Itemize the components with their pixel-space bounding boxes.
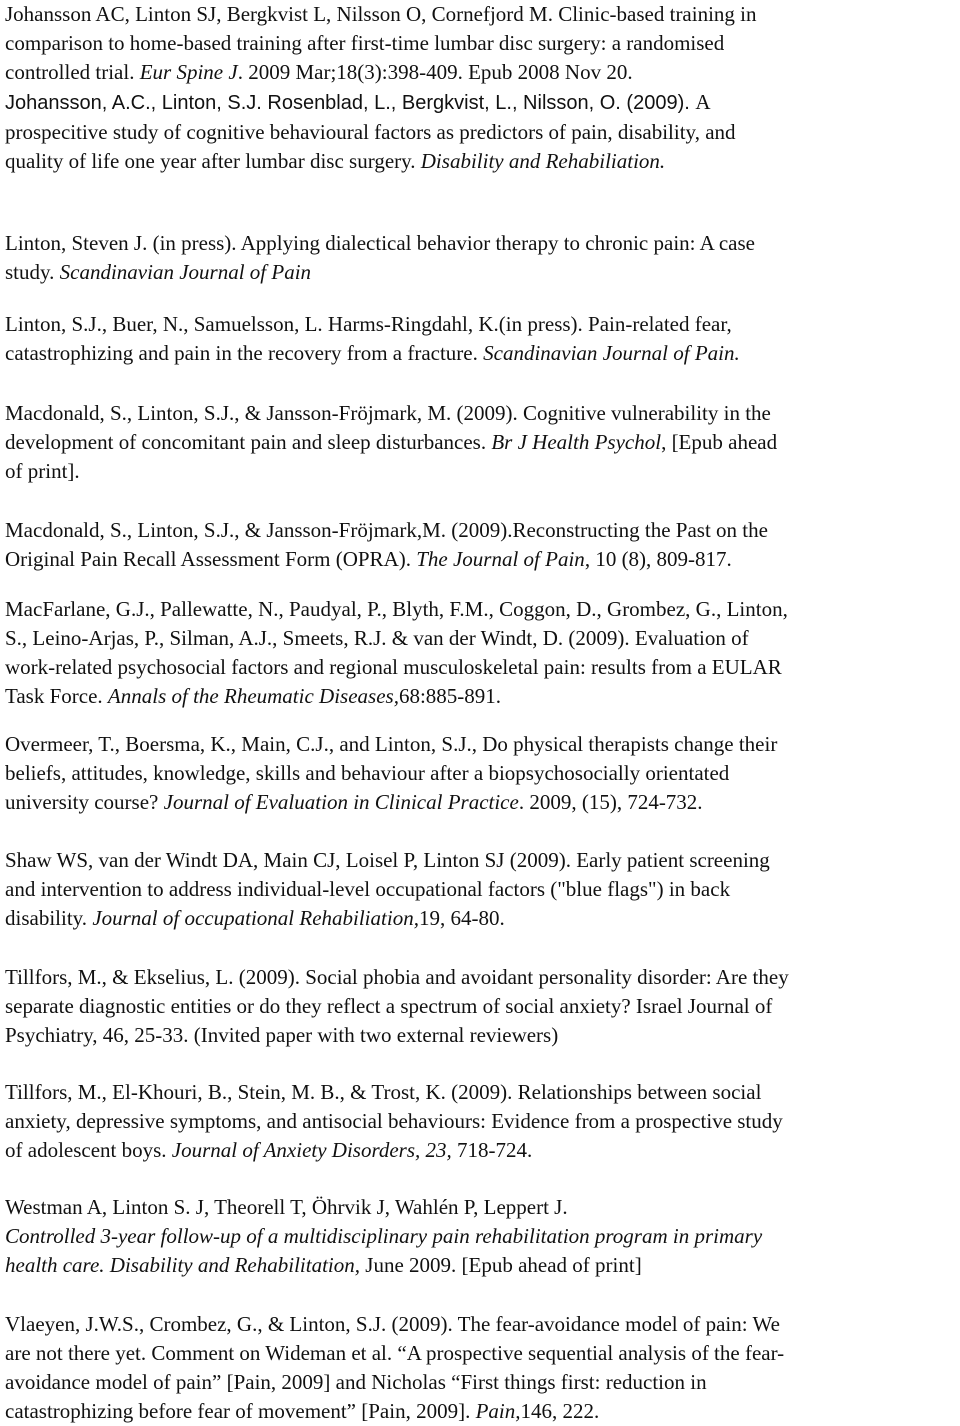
reference-entry-8 — [5, 730, 955, 817]
text-run: 718-724. — [451, 1138, 533, 1162]
reference-line — [5, 88, 955, 118]
text-run: Macdonald, S., Linton, S.J., & Jansson-Fröjmark, M. (2009). Cognitive vulnerability in the — [5, 401, 771, 425]
reference-line — [5, 1193, 955, 1222]
text-run: Vlaeyen, J.W.S., Crombez, G., & Linton, S.J. (2009). The fear-avoidance model of pain: We — [5, 1312, 780, 1336]
reference-line — [5, 682, 955, 711]
italic-text-run: Scandinavian Journal of Pain — [59, 260, 312, 284]
reference-line — [5, 963, 955, 992]
reference-line — [5, 310, 955, 339]
reference-entry-5 — [5, 399, 955, 486]
text-run: of adolescent boys. — [5, 1138, 172, 1162]
text-run: are not there yet. Comment on Wideman et al. “A prospective sequential analysis of the fear- — [5, 1341, 785, 1365]
text-run: Johansson, A.C., Linton, S.J. Rosenblad, L., Bergkvist, L., Nilsson, O. (2009). — [5, 92, 696, 114]
italic-text-run: Br J Health Psychol — [491, 430, 662, 454]
reference-line — [5, 624, 955, 653]
reference-line — [5, 516, 955, 545]
reference-entry-13 — [5, 1310, 955, 1426]
reference-line — [5, 1078, 955, 1107]
reference-entry-2 — [5, 88, 955, 176]
text-run: controlled trial. — [5, 60, 140, 84]
text-run: comparison to home-based training after first-time lumbar disc surgery: a randomised — [5, 31, 725, 55]
text-run: , [Epub ahead — [661, 430, 778, 454]
text-run: Johansson AC, Linton SJ, Bergkvist L, Nilsson O, Cornefjord M. Clinic-based training in — [5, 2, 757, 26]
reference-line — [5, 339, 955, 368]
reference-line — [5, 1368, 955, 1397]
reference-line — [5, 258, 955, 287]
reference-line — [5, 545, 955, 574]
text-run: avoidance model of pain” [Pain, 2009] and Nicholas “First things first: reduction in — [5, 1370, 707, 1394]
text-run: Westman A, Linton S. J, Theorell T, Öhrvik J, Wahlén P, Leppert J. — [5, 1195, 568, 1219]
italic-text-run: Scandinavian Journal of Pain. — [483, 341, 740, 365]
reference-line — [5, 428, 955, 457]
reference-line — [5, 58, 955, 87]
text-run: Task Force. — [5, 684, 108, 708]
text-run: Tillfors, M., & Ekselius, L. (2009). Social phobia and avoidant personality disorder: Are they — [5, 965, 789, 989]
italic-text-run: Journal of Evaluation in Clinical Practice — [163, 790, 519, 814]
italic-text-run: The Journal of Pain — [416, 547, 585, 571]
text-run: S., Leino-Arjas, P., Silman, A.J., Smeets, R.J. & van der Windt, D. (2009). Evaluation of — [5, 626, 749, 650]
reference-entry-10 — [5, 963, 955, 1050]
reference-line — [5, 1310, 955, 1339]
text-run: . 2009, (15), 724-732. — [518, 790, 703, 814]
reference-line — [5, 1339, 955, 1368]
reference-line — [5, 229, 955, 258]
reference-line — [5, 29, 955, 58]
reference-line — [5, 399, 955, 428]
text-run: Linton, S.J., Buer, N., Samuelsson, L. Harms-Ringdahl, K.(in press). Pain-related fear, — [5, 312, 732, 336]
italic-text-run: Disability and Rehabiliation. — [420, 149, 666, 173]
italic-text-run: health care. Disability and Rehabilitation, — [5, 1253, 361, 1277]
reference-line — [5, 730, 955, 759]
reference-line — [5, 147, 955, 176]
reference-entry-1 — [5, 0, 955, 87]
italic-text-run: Journal of occupational Rehabiliation, — [92, 906, 419, 930]
text-run: MacFarlane, G.J., Pallewatte, N., Paudyal, P., Blyth, F.M., Coggon, D., Grombez, G., Linton, — [5, 597, 788, 621]
text-run: quality of life one year after lumbar disc surgery. — [5, 149, 421, 173]
text-run: catastrophizing and pain in the recovery from a fracture. — [5, 341, 484, 365]
reference-entry-7 — [5, 595, 955, 711]
text-run: Linton, Steven J. (in press). Applying dialectical behavior therapy to chronic pain: A case — [5, 231, 755, 255]
text-run: , 10 (8), 809-817. — [584, 547, 732, 571]
text-run: catastrophizing before fear of movement” [Pain, 2009]. — [5, 1399, 476, 1423]
reference-entry-12 — [5, 1193, 955, 1280]
text-run: Shaw WS, van der Windt DA, Main CJ, Loisel P, Linton SJ (2009). Early patient screening — [5, 848, 770, 872]
reference-line — [5, 118, 955, 147]
reference-line — [5, 0, 955, 29]
text-run: Tillfors, M., El-Khouri, B., Stein, M. B., & Trost, K. (2009). Relationships between social — [5, 1080, 762, 1104]
reference-line — [5, 653, 955, 682]
reference-line — [5, 1107, 955, 1136]
text-run: . 2009 Mar;18(3):398-409. Epub 2008 Nov 20. — [237, 60, 633, 84]
text-run: anxiety, depressive symptoms, and antisocial behaviours: Evidence from a prospective study — [5, 1109, 783, 1133]
reference-entry-11 — [5, 1078, 955, 1165]
text-run: June 2009. [Epub ahead of print] — [360, 1253, 642, 1277]
text-run: university course? — [5, 790, 164, 814]
reference-line — [5, 846, 955, 875]
reference-entry-4 — [5, 310, 955, 368]
italic-text-run: Eur Spine J — [139, 60, 238, 84]
reference-line — [5, 457, 955, 486]
reference-entry-6 — [5, 516, 955, 574]
reference-line — [5, 759, 955, 788]
reference-line — [5, 992, 955, 1021]
text-run: Original Pain Recall Assessment Form (OPRA). — [5, 547, 417, 571]
text-run: and intervention to address individual-level occupational factors ("blue flags") in back — [5, 877, 731, 901]
reference-line — [5, 875, 955, 904]
reference-line — [5, 1397, 955, 1426]
text-run: 68:885-891. — [398, 684, 502, 708]
italic-text-run: Controlled 3-year follow-up of a multidisciplinary pain rehabilitation program in primary — [5, 1224, 763, 1248]
text-run: Psychiatry, 46, 25-33. (Invited paper with two external reviewers) — [5, 1023, 559, 1047]
text-run: separate diagnostic entities or do they reflect a spectrum of social anxiety? Israel Journal of — [5, 994, 773, 1018]
reference-line — [5, 788, 955, 817]
reference-line — [5, 1136, 955, 1165]
reference-entry-9 — [5, 846, 955, 933]
text-run: Macdonald, S., Linton, S.J., & Jansson-Fröjmark,M. (2009).Reconstructing the Past on the — [5, 518, 768, 542]
italic-text-run: Journal of Anxiety Disorders, 23, — [171, 1138, 452, 1162]
reference-line — [5, 1222, 955, 1251]
reference-line — [5, 1251, 955, 1280]
reference-line — [5, 904, 955, 933]
reference-line — [5, 595, 955, 624]
reference-line — [5, 1021, 955, 1050]
italic-text-run: Annals of the Rheumatic Diseases, — [107, 684, 399, 708]
reference-entry-3 — [5, 229, 955, 287]
text-run: work-related psychosocial factors and regional musculoskeletal pain: results from a EULAR — [5, 655, 782, 679]
text-run: A — [695, 90, 711, 114]
text-run: Overmeer, T., Boersma, K., Main, C.J., and Linton, S.J., Do physical therapists change their — [5, 732, 778, 756]
text-run: 146, 222. — [520, 1399, 600, 1423]
text-run: beliefs, attitudes, knowledge, skills and behaviour after a biopsychosocially orientated — [5, 761, 730, 785]
text-run: study. — [5, 260, 60, 284]
text-run: of print]. — [5, 459, 80, 483]
text-run: disability. — [5, 906, 93, 930]
italic-text-run: Pain, — [475, 1399, 521, 1423]
text-run: prospecitive study of cognitive behavioural factors as predictors of pain, disability, and — [5, 120, 736, 144]
text-run: development of concomitant pain and sleep disturbances. — [5, 430, 492, 454]
text-run: 19, 64-80. — [418, 906, 505, 930]
